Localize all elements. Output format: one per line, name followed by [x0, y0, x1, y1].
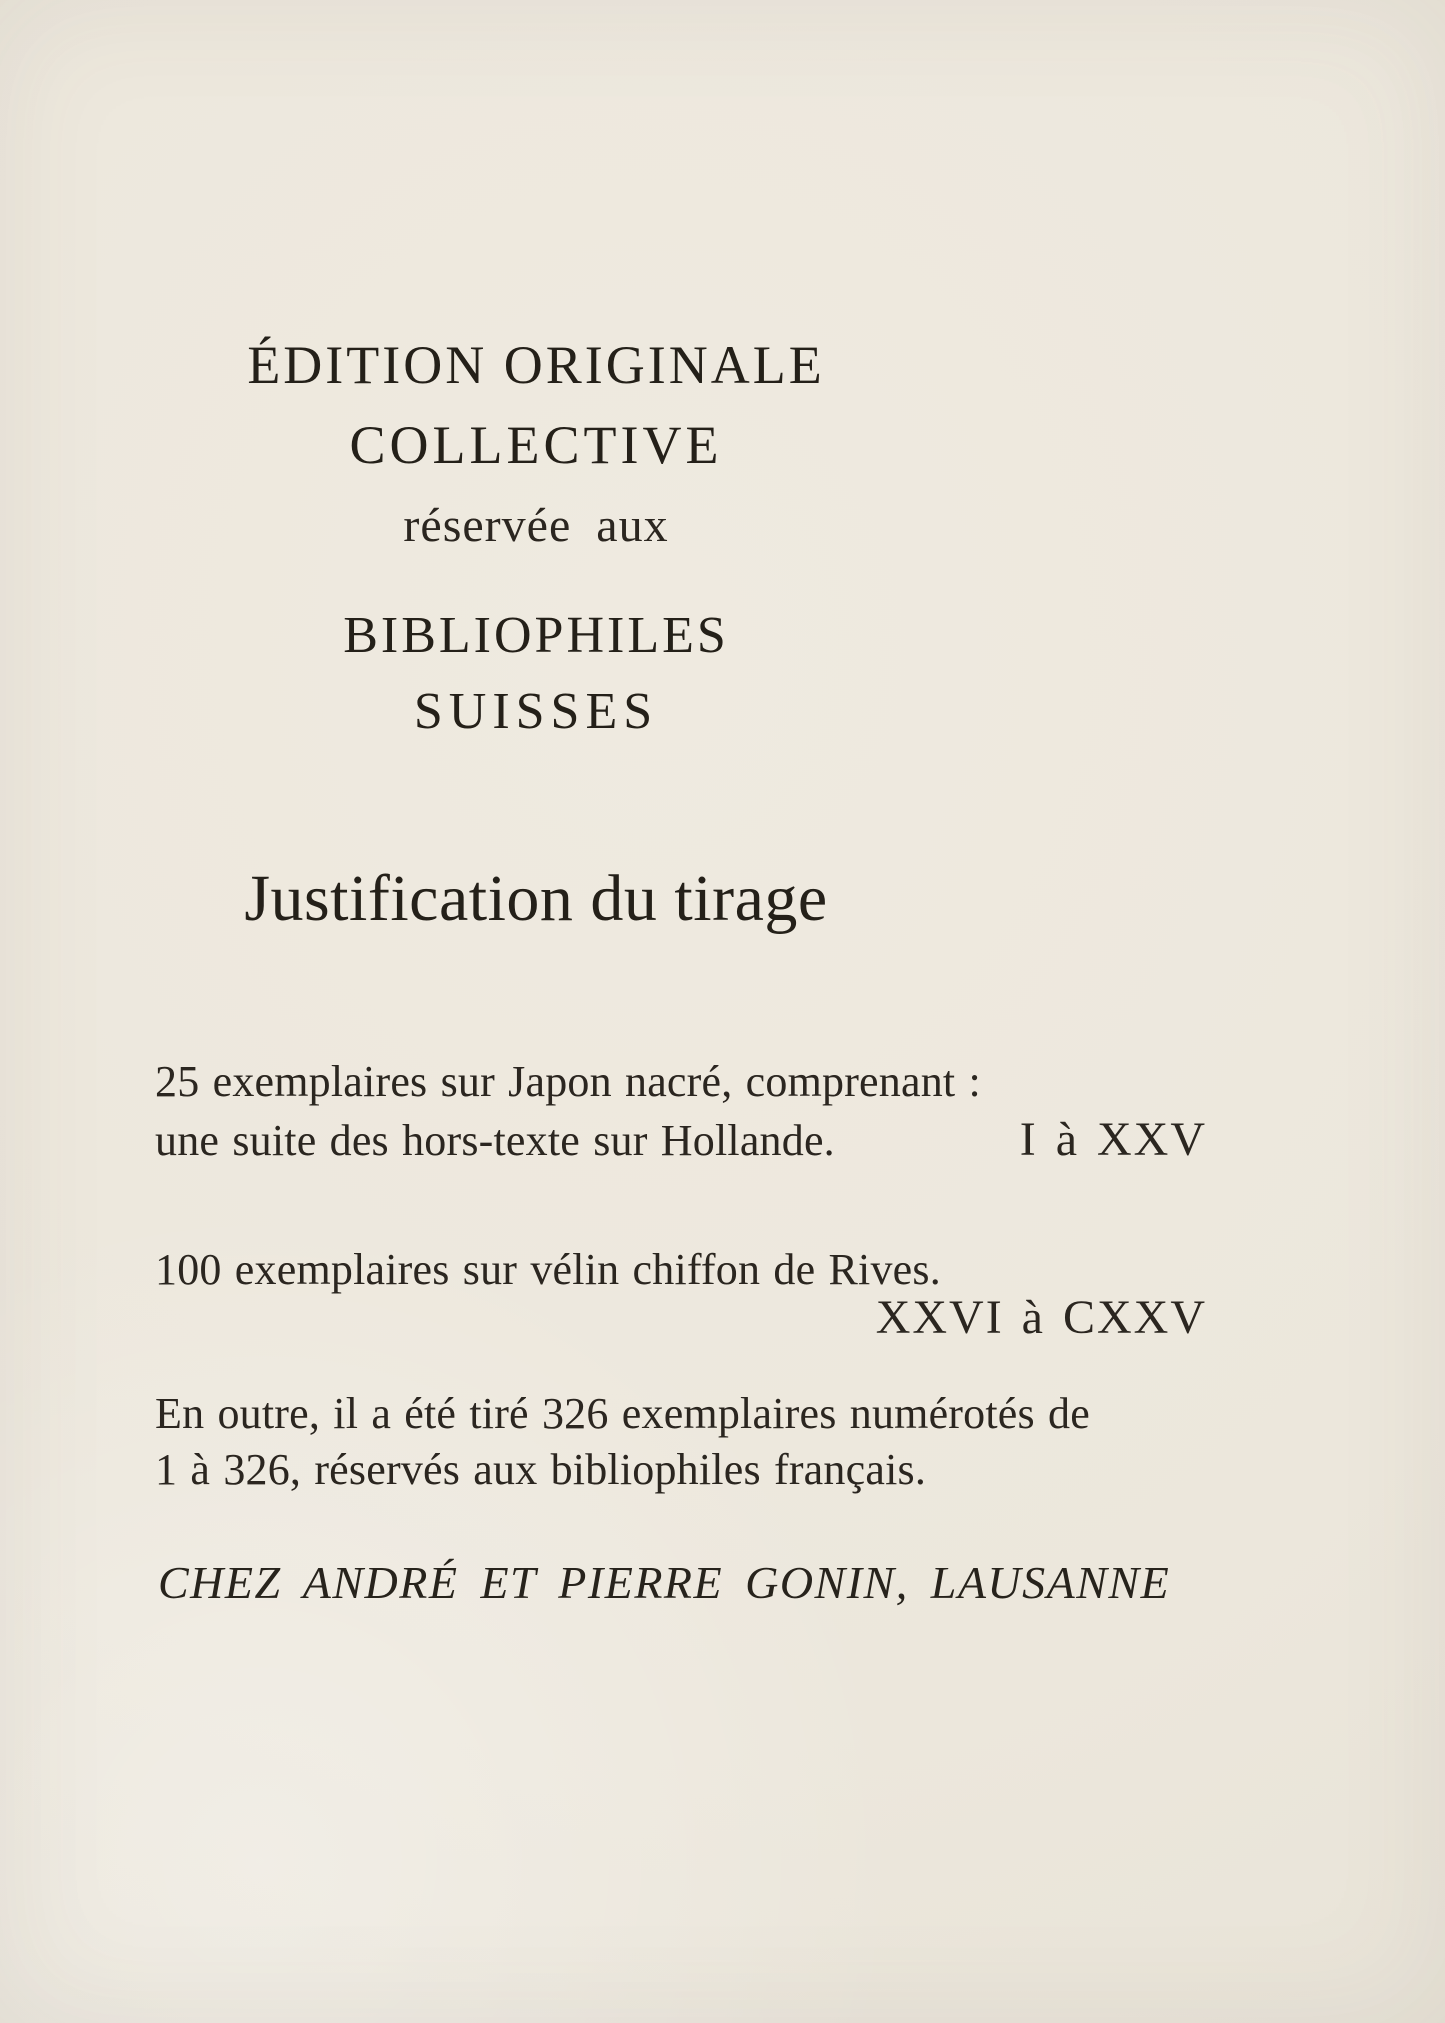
limitation-item1-text: une suite des hors-texte sur Hollande. — [155, 1116, 835, 1165]
edition-audience-line-2: SUISSES — [413, 683, 659, 740]
edition-subtitle: réservée aux — [403, 499, 669, 552]
publisher-imprint: CHEZ ANDRÉ ET PIERRE GONIN, LAUSANNE — [158, 1557, 1171, 1608]
limitation-item3-line2: 1 à 326, réservés aux bibliophiles français. — [155, 1445, 927, 1494]
limitation-item3-line1: En outre, il a été tiré 326 exemplaires numérotés de — [155, 1389, 1090, 1438]
limitation-item1-range: I à XXV — [1019, 1113, 1207, 1166]
limitation-item1-line2 — [155, 1113, 1207, 1166]
section-title: Justification du tirage — [244, 862, 828, 935]
limitation-item2-line1: 100 exemplaires sur vélin chiffon de Rives. — [155, 1245, 941, 1294]
edition-title-line-1: ÉDITION ORIGINALE — [247, 335, 825, 395]
edition-title-line-2: COLLECTIVE — [349, 415, 723, 475]
edition-audience-line-1: BIBLIOPHILES — [343, 607, 729, 664]
limitation-item1-line1: 25 exemplaires sur Japon nacré, comprenant : — [155, 1057, 981, 1106]
limitation-item2-range: XXVI à CXXV — [875, 1291, 1207, 1344]
